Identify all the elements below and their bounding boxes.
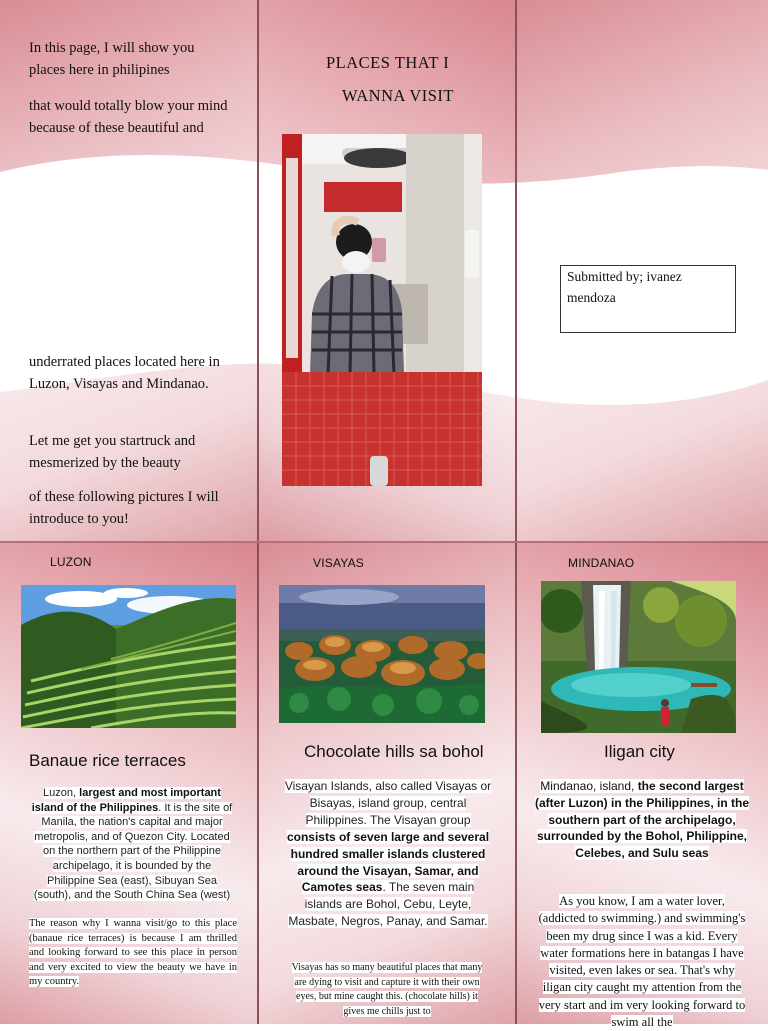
luzon-reason: The reason why I wanna visit/go to this place (banaue rice terraces) is because I am thrilled and looking forward to see this place in person and very excited to view the beauty we have in my country. [29, 918, 237, 988]
visayas-description: Visayan Islands, also called Visayas or Bisayas, island group, central Philippines. The Visayan group consists of seven large and several hundred smaller islands clustered around the Visayan, Samar, and Camotes seas. The seven main islands are Bohol, Cebu, Leyte, Masbate, Negros, Panay, and Samar. [284, 779, 492, 929]
luzon-heading: LUZON [50, 555, 92, 569]
luzon-place-title: Banaue rice terraces [29, 751, 186, 770]
chocolate-hills-photo [279, 585, 485, 723]
cover-title-line-1: PLACES THAT I [326, 53, 450, 72]
fold-line-3 [257, 543, 259, 1024]
iligan-falls-photo [541, 581, 736, 733]
rice-terraces-photo [21, 585, 236, 728]
selfie-photo [282, 134, 482, 486]
intro-paragraph-1: In this page, I will show you places here in philipines [29, 40, 195, 78]
visayas-heading: VISAYAS [313, 556, 364, 570]
mindanao-reason: As you know, I am a water lover, (addicted to swimming.) and swimming's been my drug since I was a kid. Every water formations here in batangas I have visited, even lakes or sea. That's why iligan city caught my attention from the very start and im very looking forward to swim all the [538, 894, 746, 1030]
submission-text: Submitted by; ivanez mendoza [567, 269, 682, 305]
mindanao-heading: MINDANAO [568, 556, 635, 570]
intro-paragraph-2: that would totally blow your mind because of these beautiful and [29, 98, 228, 136]
fold-line-2 [515, 0, 517, 541]
luzon-description: Luzon, largest and most important island of the Philippines. It is the site of Manila, the nation's capital and major metropolis, and of Quezon City. Located on the northern part of the Philippine archipelago, it is bounded by the Philippine Sea (east), Sibuyan Sea (south), and the South China Sea (west) [31, 787, 233, 902]
visayas-reason: Visayas has so many beautiful places that many are dying to visit and capture it with their own eyes, but mine caught this. (chocolate hills) it gives me chills just to [291, 962, 483, 1017]
intro-paragraph-5: of these following pictures I will introduce to you! [29, 489, 219, 527]
fold-line-4 [515, 543, 517, 1024]
visayas-place-title: Chocolate hills sa bohol [304, 742, 484, 761]
intro-paragraph-3: underrated places located here in Luzon, Visayas and Mindanao. [29, 354, 220, 392]
fold-line-1 [257, 0, 259, 541]
mindanao-place-title: Iligan city [604, 742, 675, 761]
intro-paragraph-4: Let me get you startruck and mesmerized by the beauty [29, 433, 196, 471]
cover-title-line-2: WANNA VISIT [342, 86, 454, 105]
mindanao-description: Mindanao, island, the second largest (after Luzon) in the Philippines, in the southern part of the archipelago, surrounded by the Bohol, Philippine, Celebes, and Sulu seas [535, 779, 749, 861]
